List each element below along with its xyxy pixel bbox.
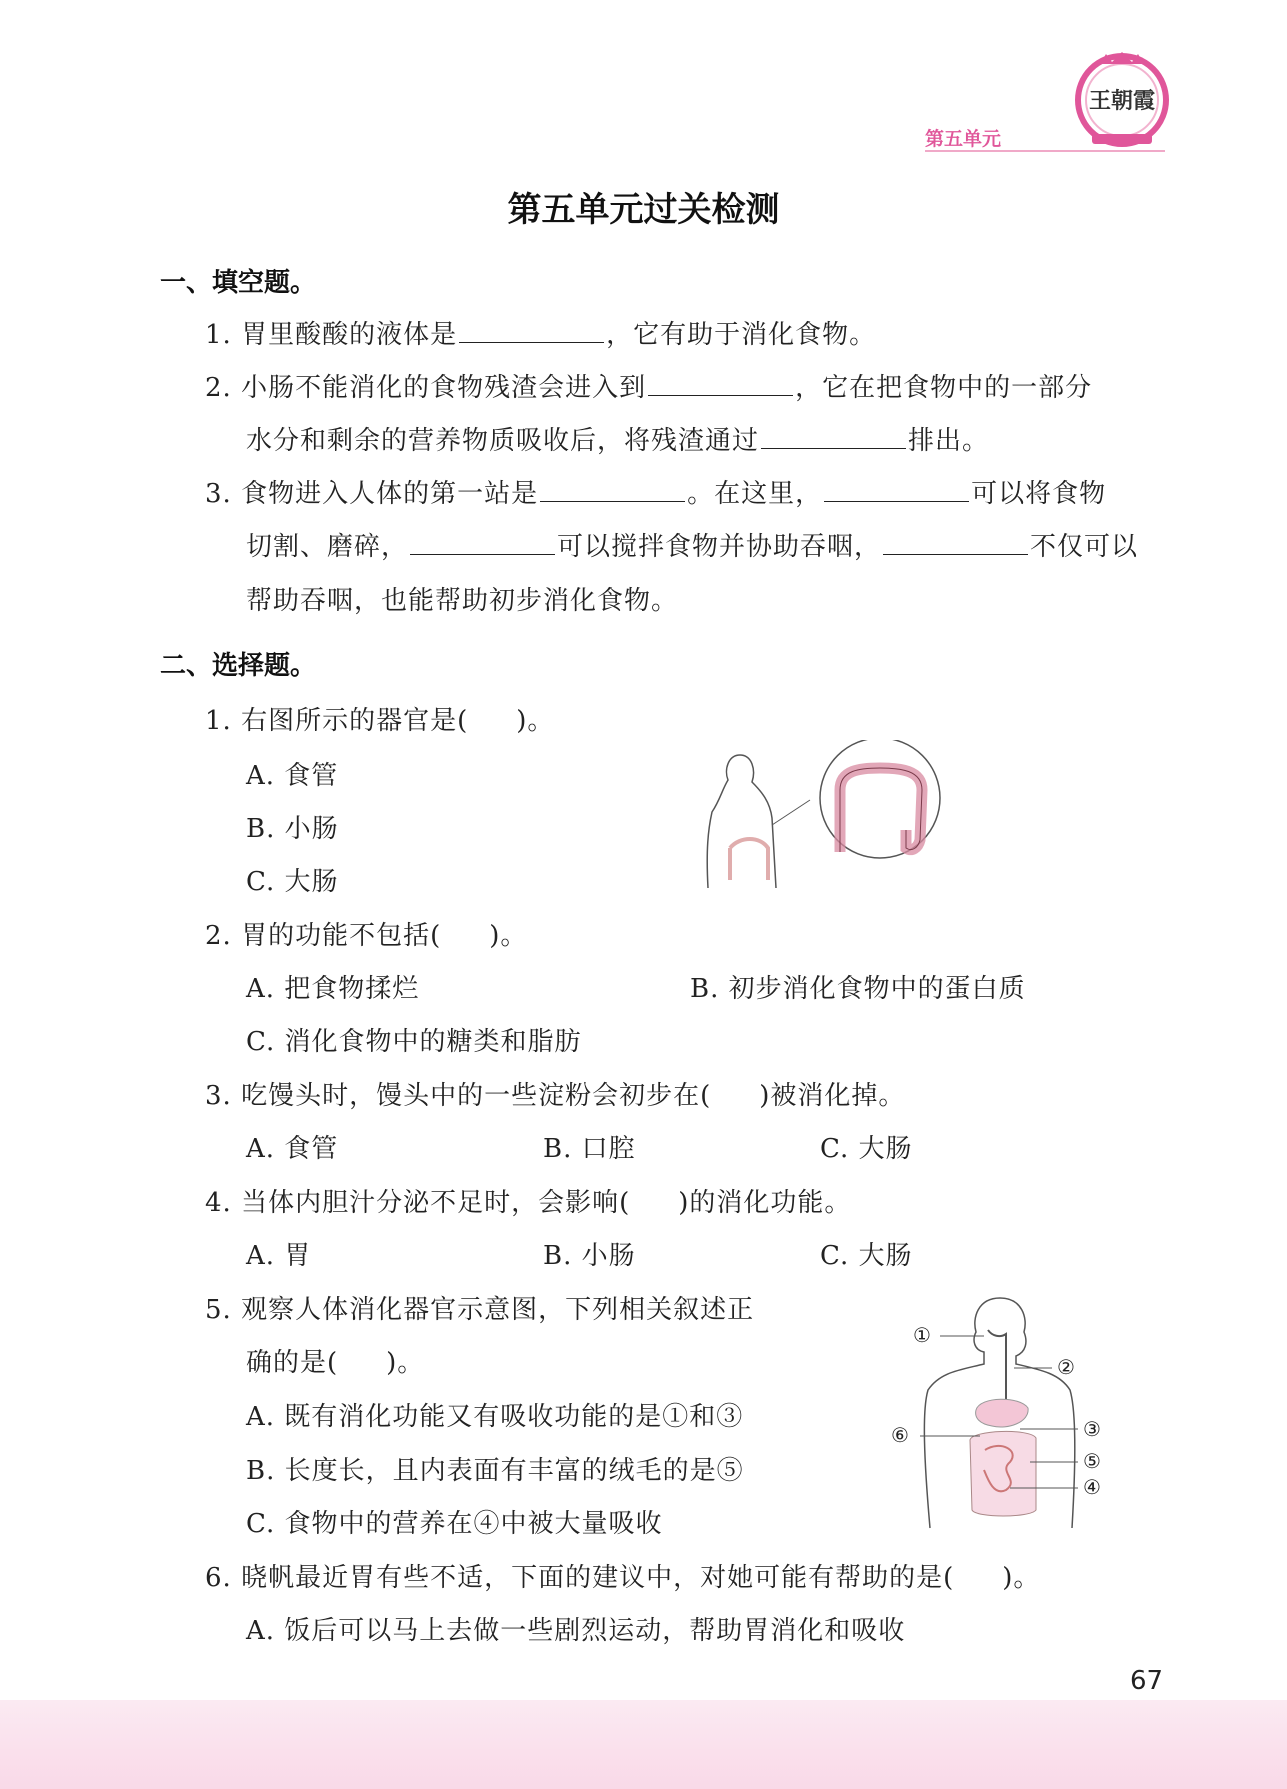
footer-band — [0, 1700, 1287, 1789]
choice-option[interactable]: C. 大肠 — [820, 1134, 913, 1164]
answer-blank[interactable] — [761, 422, 906, 449]
choice-question-5: 5. 观察人体消化器官示意图，下列相关叙述正 — [205, 1295, 755, 1325]
answer-blank[interactable] — [459, 316, 604, 343]
fill-question-2-cont: 水分和剩余的营养物质吸收后，将残渣通过 排出。 — [246, 420, 989, 457]
answer-blank[interactable] — [648, 369, 793, 396]
unit-label: 第五单元 — [925, 128, 1002, 150]
choice-question-2: 2. 胃的功能不包括( )。 — [205, 921, 528, 951]
choice-option[interactable]: A. 饭后可以马上去做一些剧烈运动，帮助胃消化和吸收 — [246, 1616, 906, 1646]
choice-option[interactable]: A. 食管 — [246, 1134, 339, 1164]
answer-blank[interactable] — [883, 528, 1028, 555]
choice-option[interactable]: C. 大肠 — [820, 1241, 913, 1271]
publisher-logo — [1072, 50, 1172, 150]
page-title: 第五单元过关检测 — [507, 190, 780, 230]
figure-label: ② — [1057, 1355, 1075, 1379]
choice-option[interactable]: C. 消化食物中的糖类和脂肪 — [246, 1027, 582, 1057]
choice-option[interactable]: B. 小肠 — [543, 1241, 636, 1271]
section-fill-heading: 一、填空题。 — [160, 268, 317, 298]
logo-text: 王朝霞 — [1088, 88, 1156, 114]
choice-option[interactable]: B. 口腔 — [543, 1134, 636, 1164]
fill-question-3-cont2: 帮助吞咽，也能帮助初步消化食物。 — [246, 586, 679, 616]
choice-option[interactable]: A. 食管 — [246, 761, 339, 791]
figure-label: ④ — [1083, 1475, 1101, 1499]
figure-label: ⑤ — [1083, 1449, 1101, 1473]
large-intestine-figure — [700, 740, 950, 890]
choice-option[interactable]: C. 食物中的营养在④中被大量吸收 — [246, 1509, 663, 1539]
fill-question-3-cont: 切割、磨碎， 可以搅拌食物并协助吞咽， 不仅可以 — [246, 526, 1138, 563]
fill-question-3: 3. 食物进入人体的第一站是 。在这里， 可以将食物 — [205, 473, 1106, 510]
choice-question-4: 4. 当体内胆汁分泌不足时，会影响( )的消化功能。 — [205, 1188, 852, 1218]
choice-option[interactable]: A. 胃 — [246, 1241, 312, 1271]
choice-option[interactable]: C. 大肠 — [246, 867, 339, 897]
answer-blank[interactable] — [824, 475, 969, 502]
choice-option[interactable]: A. 把食物揉烂 — [246, 974, 420, 1004]
choice-option[interactable]: A. 既有消化功能又有吸收功能的是①和③ — [246, 1402, 744, 1432]
page-number: 67 — [1130, 1666, 1164, 1696]
section-choice-heading: 二、选择题。 — [160, 651, 317, 681]
digestive-system-figure — [880, 1290, 1120, 1530]
fill-question-2: 2. 小肠不能消化的食物残渣会进入到 ，它在把食物中的一部分 — [205, 367, 1092, 404]
choice-question-5-cont: 确的是( )。 — [246, 1348, 425, 1378]
answer-blank[interactable] — [540, 475, 685, 502]
choice-option[interactable]: B. 初步消化食物中的蛋白质 — [690, 974, 1026, 1004]
answer-blank[interactable] — [410, 528, 555, 555]
figure-label: ① — [913, 1323, 931, 1347]
fill-question-1: 1. 胃里酸酸的液体是 ，它有助于消化食物。 — [205, 314, 876, 351]
figure-label: ⑥ — [891, 1423, 909, 1447]
choice-option[interactable]: B. 小肠 — [246, 814, 339, 844]
choice-question-3: 3. 吃馒头时，馒头中的一些淀粉会初步在( )被消化掉。 — [205, 1081, 906, 1111]
choice-option[interactable]: B. 长度长，且内表面有丰富的绒毛的是⑤ — [246, 1456, 744, 1486]
figure-label: ③ — [1083, 1417, 1101, 1441]
choice-question-1: 1. 右图所示的器官是( )。 — [205, 706, 555, 736]
choice-question-6: 6. 晓帆最近胃有些不适，下面的建议中，对她可能有帮助的是( )。 — [205, 1563, 1041, 1593]
header-rule — [925, 150, 1165, 152]
